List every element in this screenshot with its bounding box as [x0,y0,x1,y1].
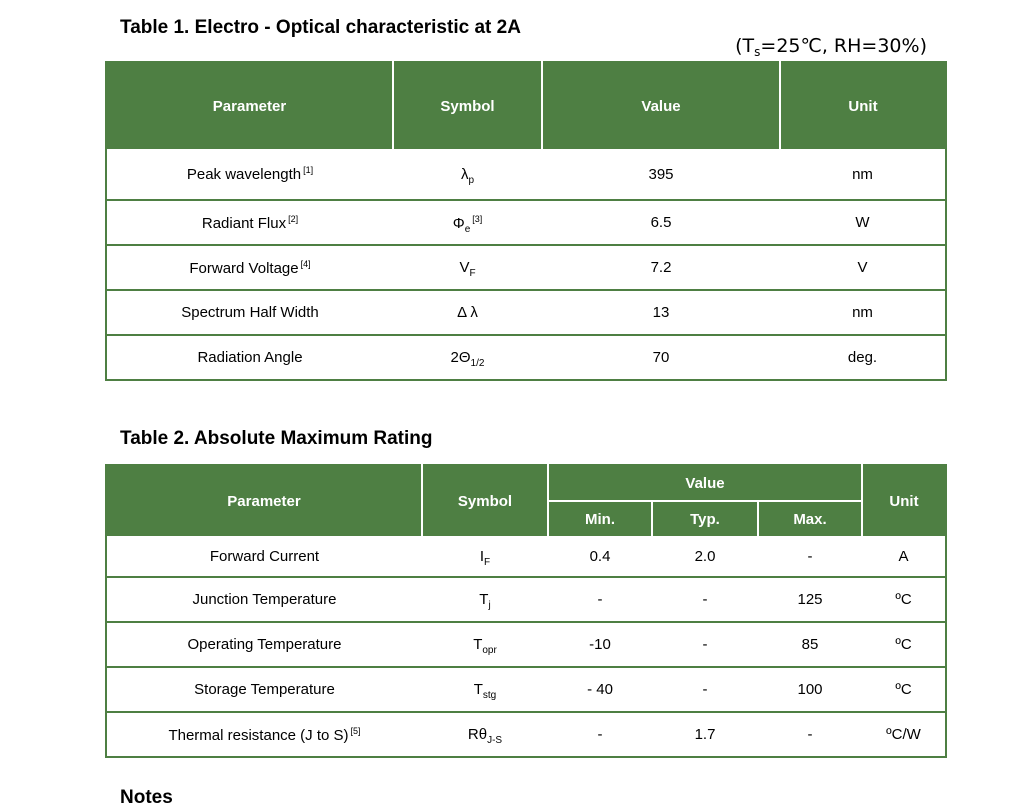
table-row [106,245,946,290]
parameter-cell [106,200,393,245]
table-header-row [106,465,946,501]
table2-title: Table 2. Absolute Maximum Rating [120,428,433,449]
parameter-label: Forward Current [209,547,320,565]
symbol-cell [422,622,548,667]
max-cell: - [807,726,813,743]
table-row [106,667,946,712]
parameter-label: Forward Voltage [189,259,299,277]
symbol-label: I [479,547,485,565]
electro-optical-table [105,61,947,381]
max-cell: - [758,536,862,577]
symbol-subscript: p [468,174,475,186]
typ-cell: - [652,667,758,712]
symbol-label: V [459,259,470,276]
unit-cell: A [862,536,946,577]
unit-cell: V [780,245,946,290]
parameter-label: Peak wavelength [186,166,302,183]
table-row [106,290,946,335]
symbol-cell [393,290,542,335]
parameter-cell [106,245,393,290]
footnote-ref: [3] [472,213,483,224]
max-cell: 85 [758,622,862,667]
footnote-ref: [1] [303,165,314,175]
value-cell: 13 [542,290,780,335]
header-symbol: Symbol [422,465,548,536]
parameter-cell [106,577,422,622]
min-cell: - [597,726,603,743]
header-symbol: Symbol [393,62,542,149]
unit-cell: nm [780,290,946,335]
value-cell: 6.5 [542,200,780,245]
typ-cell: 1.7 [694,726,716,743]
table-row [106,577,946,622]
parameter-label: Radiant Flux [201,214,287,232]
symbol-label: T [473,681,483,698]
parameter-label: Storage Temperature [194,681,335,698]
symbol-subscript: F [469,268,476,279]
min-cell: 0.4 [548,536,652,577]
unit-cell: deg. [847,349,878,366]
header-parameter: Parameter [106,465,422,536]
max-cell: 100 [758,667,862,712]
typ-cell: - [652,577,758,622]
symbol-cell [393,200,542,245]
symbol-label: λ [460,165,469,183]
parameter-label: Thermal resistance (J to S) [168,726,349,744]
symbol-cell [393,245,542,290]
value-cell: 70 [652,349,670,366]
symbol-subscript: F [484,556,491,568]
unit-cell: ºC [862,667,946,712]
min-cell: - [548,577,652,622]
symbol-subscript: j [488,600,491,611]
unit-cell: ºC/W [886,726,921,743]
symbol-subscript: opr [482,645,497,656]
parameter-label: Spectrum Half Width [181,304,319,321]
unit-cell: W [780,200,946,245]
table-header-row [106,62,946,149]
symbol-cell [422,536,548,577]
parameter-cell [106,290,393,335]
table1-title: Table 1. Electro - Optical characteristic at 2A [120,17,521,38]
header-unit: Unit [862,465,946,536]
header-min: Min. [548,501,652,536]
header-max: Max. [758,501,862,536]
symbol-label: Φ [452,214,465,232]
parameter-cell [106,149,393,200]
symbol-subscript: J-S [487,735,503,746]
typ-cell: 2.0 [652,536,758,577]
typ-cell: - [652,622,758,667]
notes-heading: Notes [120,787,173,808]
header-typ: Typ. [652,501,758,536]
min-cell: - 40 [548,667,652,712]
parameter-cell [106,335,393,380]
symbol-cell [393,149,542,200]
table-row [106,622,946,667]
symbol-subscript: stg [482,690,497,701]
unit-cell: nm [780,149,946,200]
header-parameter: Parameter [106,62,393,149]
header-unit: Unit [780,62,946,149]
absolute-maximum-rating-table [105,464,947,758]
symbol-cell [422,712,548,757]
symbol-label: T [479,591,489,608]
table-row [106,149,946,200]
symbol-label: T [473,636,483,653]
parameter-cell [106,536,422,577]
symbol-cell [393,335,542,380]
parameter-cell [106,712,422,757]
header-value: Value [542,62,780,149]
table-row [106,712,946,757]
parameter-label: Junction Temperature [192,591,337,608]
parameter-label: Radiation Angle [197,349,303,366]
footnote-ref: [5] [350,725,361,736]
table-row [106,536,946,577]
value-cell: 7.2 [542,245,780,290]
unit-cell: ºC [862,577,946,622]
min-cell: -10 [548,622,652,667]
footnote-ref: [4] [300,258,311,269]
symbol-cell [422,667,548,712]
unit-cell: ºC [862,622,946,667]
table-row [106,200,946,245]
symbol-label: Rθ [467,726,488,743]
max-cell: 125 [758,577,862,622]
parameter-cell [106,622,422,667]
symbol-label: Δ λ [457,304,478,321]
test-condition: ($T_s=25℃$, RH=30%) [735,35,927,59]
footnote-ref: [2] [288,213,299,224]
value-cell: 395 [542,149,780,200]
parameter-label: Operating Temperature [187,636,342,653]
symbol-subscript: e [464,223,471,235]
parameter-cell [106,667,422,712]
symbol-subscript: 1/2 [470,358,485,369]
table-row [106,335,946,380]
symbol-label: 2Θ [450,349,471,366]
header-value: Value [548,465,862,501]
symbol-cell [422,577,548,622]
